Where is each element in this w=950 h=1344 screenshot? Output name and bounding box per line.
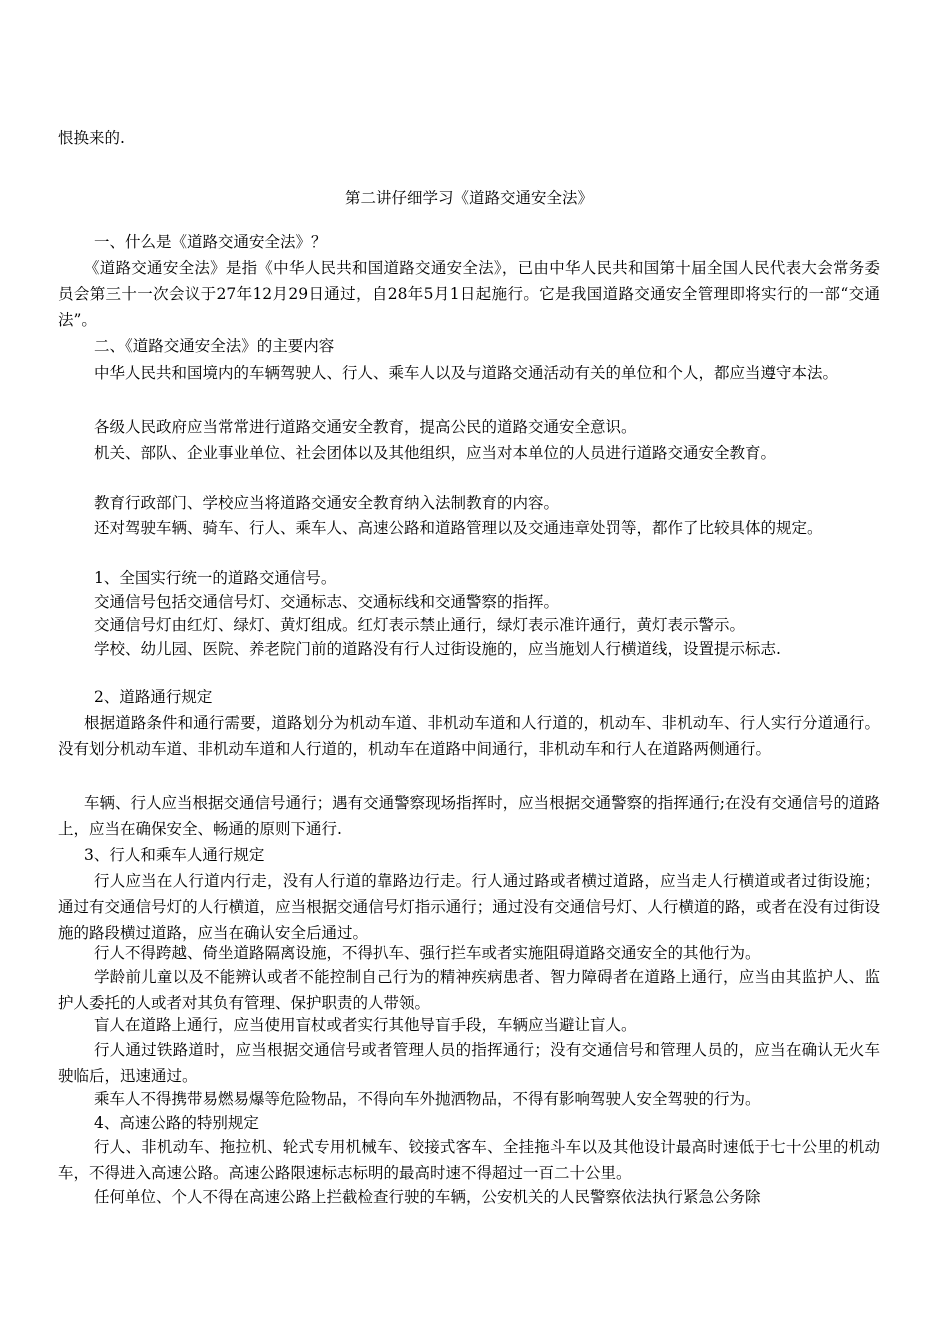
body-paragraph: 行人应当在人行道内行走，没有人行道的靠路边行走。行人通过路或者横过道路，应当走人行横道或者过街设施；通过有交通信号灯的人行横道，应当根据交通信号灯指示通行；通过没有交通信号灯、人行横道的路，或者在没有过街设施的路段横过道路，应当在确认安全后通过。 [58,872,880,942]
body-paragraph: 行人通过铁路道时，应当根据交通信号或者管理人员的指挥通行；没有交通信号和管理人员的，应当在确认无火车驶临后，迅速通过。 [58,1041,880,1085]
body-paragraph: 根据道路条件和通行需要，道路划分为机动车道、非机动车道和人行道的，机动车、非机动车、行人实行分道通行。没有划分机动车道、非机动车道和人行道的，机动车在道路中间通行，非机动车和行人在道路两侧通行。 [58,714,880,758]
body-paragraph: 学校、幼儿园、医院、养老院门前的道路没有行人过街设施的，应当施划人行横道线，设置提示标志. [94,640,781,658]
body-paragraph: 车辆、行人应当根据交通信号通行；遇有交通警察现场指挥时，应当根据交通警察的指挥通行;在没有交通信号的道路上，应当在确保安全、畅通的原则下通行. [58,794,880,838]
body-paragraph: 交通信号包括交通信号灯、交通标志、交通标线和交通警察的指挥。 [94,593,560,611]
body-paragraph: 机关、部队、企业事业单位、社会团体以及其他组织，应当对本单位的人员进行道路交通安全教育。 [94,444,777,462]
body-paragraph: 交通信号灯由红灯、绿灯、黄灯组成。红灯表示禁止通行，绿灯表示准许通行，黄灯表示警示。 [94,616,746,634]
body-paragraph: 还对驾驶车辆、骑车、行人、乘车人、高速公路和道路管理以及交通违章处罚等，都作了比较具体的规定。 [94,519,823,537]
body-paragraph: 任何单位、个人不得在高速公路上拦截检查行驶的车辆，公安机关的人民警察依法执行紧急公务除 [94,1188,761,1206]
section-heading-1: 一、什么是《道路交通安全法》？ [94,233,327,251]
section-heading-2: 二、《道路交通安全法》的主要内容 [94,337,335,355]
carryover-text: 恨换来的. [58,129,125,147]
body-paragraph: 行人不得跨越、倚坐道路隔离设施，不得扒车、强行拦车或者实施阻碍道路交通安全的其他行为。 [94,944,761,962]
body-paragraph: 教育行政部门、学校应当将道路交通安全教育纳入法制教育的内容。 [94,494,560,512]
body-paragraph: 《道路交通安全法》是指《中华人民共和国道路交通安全法》，已由中华人民共和国第十届全国人民代表大会常务委员会第三十一次会议于27年12月29日通过，自28年5月1日起施行。它是我国道路交通安全管理即将实行的一部“交通法”。 [58,259,880,329]
body-paragraph: 各级人民政府应当常常进行道路交通安全教育，提高公民的道路交通安全意识。 [94,418,637,436]
body-paragraph: 盲人在道路上通行，应当使用盲杖或者实行其他导盲手段，车辆应当避让盲人。 [94,1016,637,1034]
numbered-heading-3: 3、行人和乘车人通行规定 [84,846,265,864]
numbered-heading-2: 2、道路通行规定 [94,688,213,706]
body-paragraph: 乘车人不得携带易燃易爆等危险物品，不得向车外抛洒物品，不得有影响驾驶人安全驾驶的行为。 [94,1090,761,1108]
body-paragraph: 学龄前儿童以及不能辨认或者不能控制自己行为的精神疾病患者、智力障碍者在道路上通行，应当由其监护人、监护人委托的人或者对其负有管理、保护职责的人带领。 [58,968,880,1012]
numbered-heading-4: 4、高速公路的特别规定 [94,1114,259,1132]
lecture-heading: 第二讲仔细学习《道路交通安全法》 [344,189,593,207]
body-paragraph: 行人、非机动车、拖拉机、轮式专用机械车、铰接式客车、全挂拖斗车以及其他设计最高时速低于七十公里的机动车，不得进入高速公路。高速公路限速标志标明的最高时速不得超过一百二十公里。 [58,1138,880,1182]
body-paragraph: 中华人民共和国境内的车辆驾驶人、行人、乘车人以及与道路交通活动有关的单位和个人，都应当遵守本法。 [94,364,839,382]
numbered-heading-1: 1、全国实行统一的道路交通信号。 [94,569,337,587]
